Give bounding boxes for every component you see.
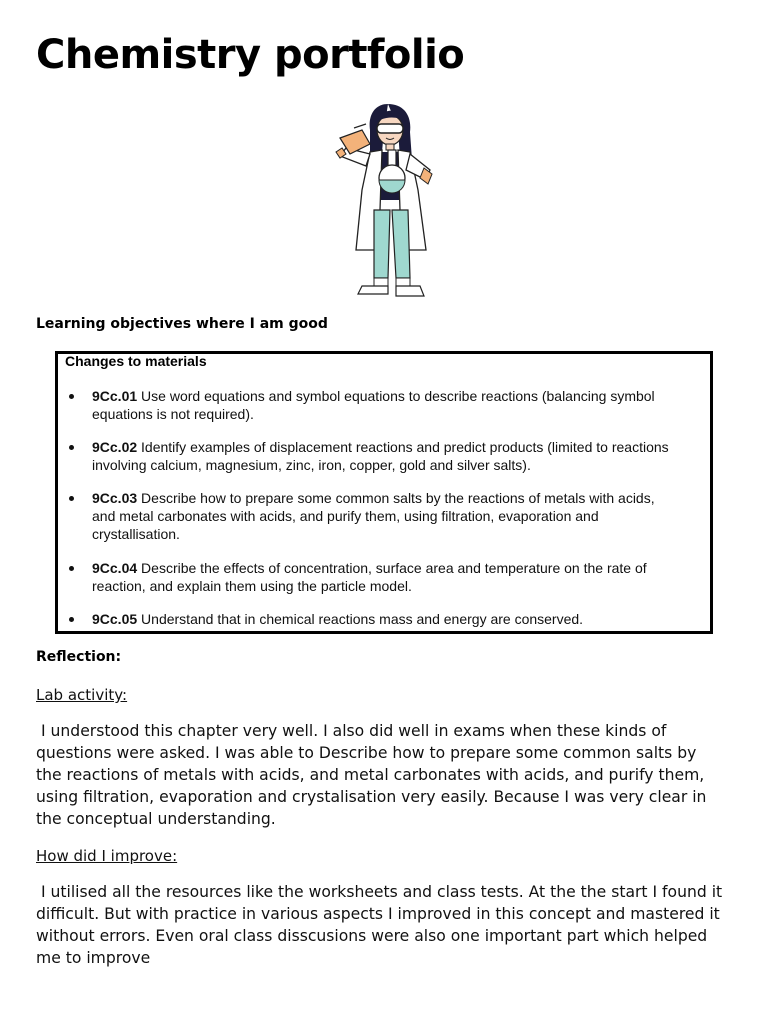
scientist-with-flask-icon xyxy=(326,100,446,305)
objective-text: Understand that in chemical reactions mass and energy are conserved. xyxy=(141,611,584,627)
bullet-icon xyxy=(69,617,74,622)
improve-paragraph: I utilised all the resources like the worksheets and class tests. At the the start I found it difficult. But with practice in various aspects I improved in this concept and mastered it without errors. Even oral class disscusions were also one important part which helped me to improve xyxy=(36,883,728,967)
bullet-icon xyxy=(69,445,74,450)
bullet-icon xyxy=(69,394,74,399)
bullet-icon xyxy=(69,566,74,571)
learning-objectives-heading: Learning objectives where I am good xyxy=(36,316,328,332)
objectives-box-title: Changes to materials xyxy=(65,353,207,369)
objective-text: Describe how to prepare some common salts by the reactions of metals with acids, and metal carbonates with acids, and purify them, using filtration, evaporation and crystallisation. xyxy=(92,490,655,542)
objective-code: 9Cc.01 xyxy=(92,388,138,404)
objective-code: 9Cc.05 xyxy=(92,611,138,627)
bullet-icon xyxy=(69,496,74,501)
objective-text: Use word equations and symbol equations to describe reactions (balancing symbol equations is not required). xyxy=(92,388,655,422)
objective-text: Identify examples of displacement reactions and predict products (limited to reactions involving calcium, magnesium, zinc, iron, copper, gold and silver salts). xyxy=(92,439,669,473)
objective-text: Describe the effects of concentration, surface area and temperature on the rate of reaction, and explain them using the particle model. xyxy=(92,560,647,594)
lab-activity-heading: Lab activity: xyxy=(36,686,128,704)
objective-code: 9Cc.04 xyxy=(92,560,138,576)
improve-heading: How did I improve: xyxy=(36,847,178,865)
page-title: Chemistry portfolio xyxy=(36,32,465,78)
reflection-heading: Reflection: xyxy=(36,649,122,665)
lab-activity-paragraph: I understood this chapter very well. I also did well in exams when these kinds of questions were asked. I was able to Describe how to prepare some common salts by the reactions of metals with acids, and metal carbonates with acids, and purify them, using filtration, evaporation and crystalisation very easily. Because I was very clear in the conceptual understanding. xyxy=(36,722,712,828)
objectives-box xyxy=(55,351,713,634)
objective-code: 9Cc.02 xyxy=(92,439,138,455)
objective-code: 9Cc.03 xyxy=(92,490,138,506)
